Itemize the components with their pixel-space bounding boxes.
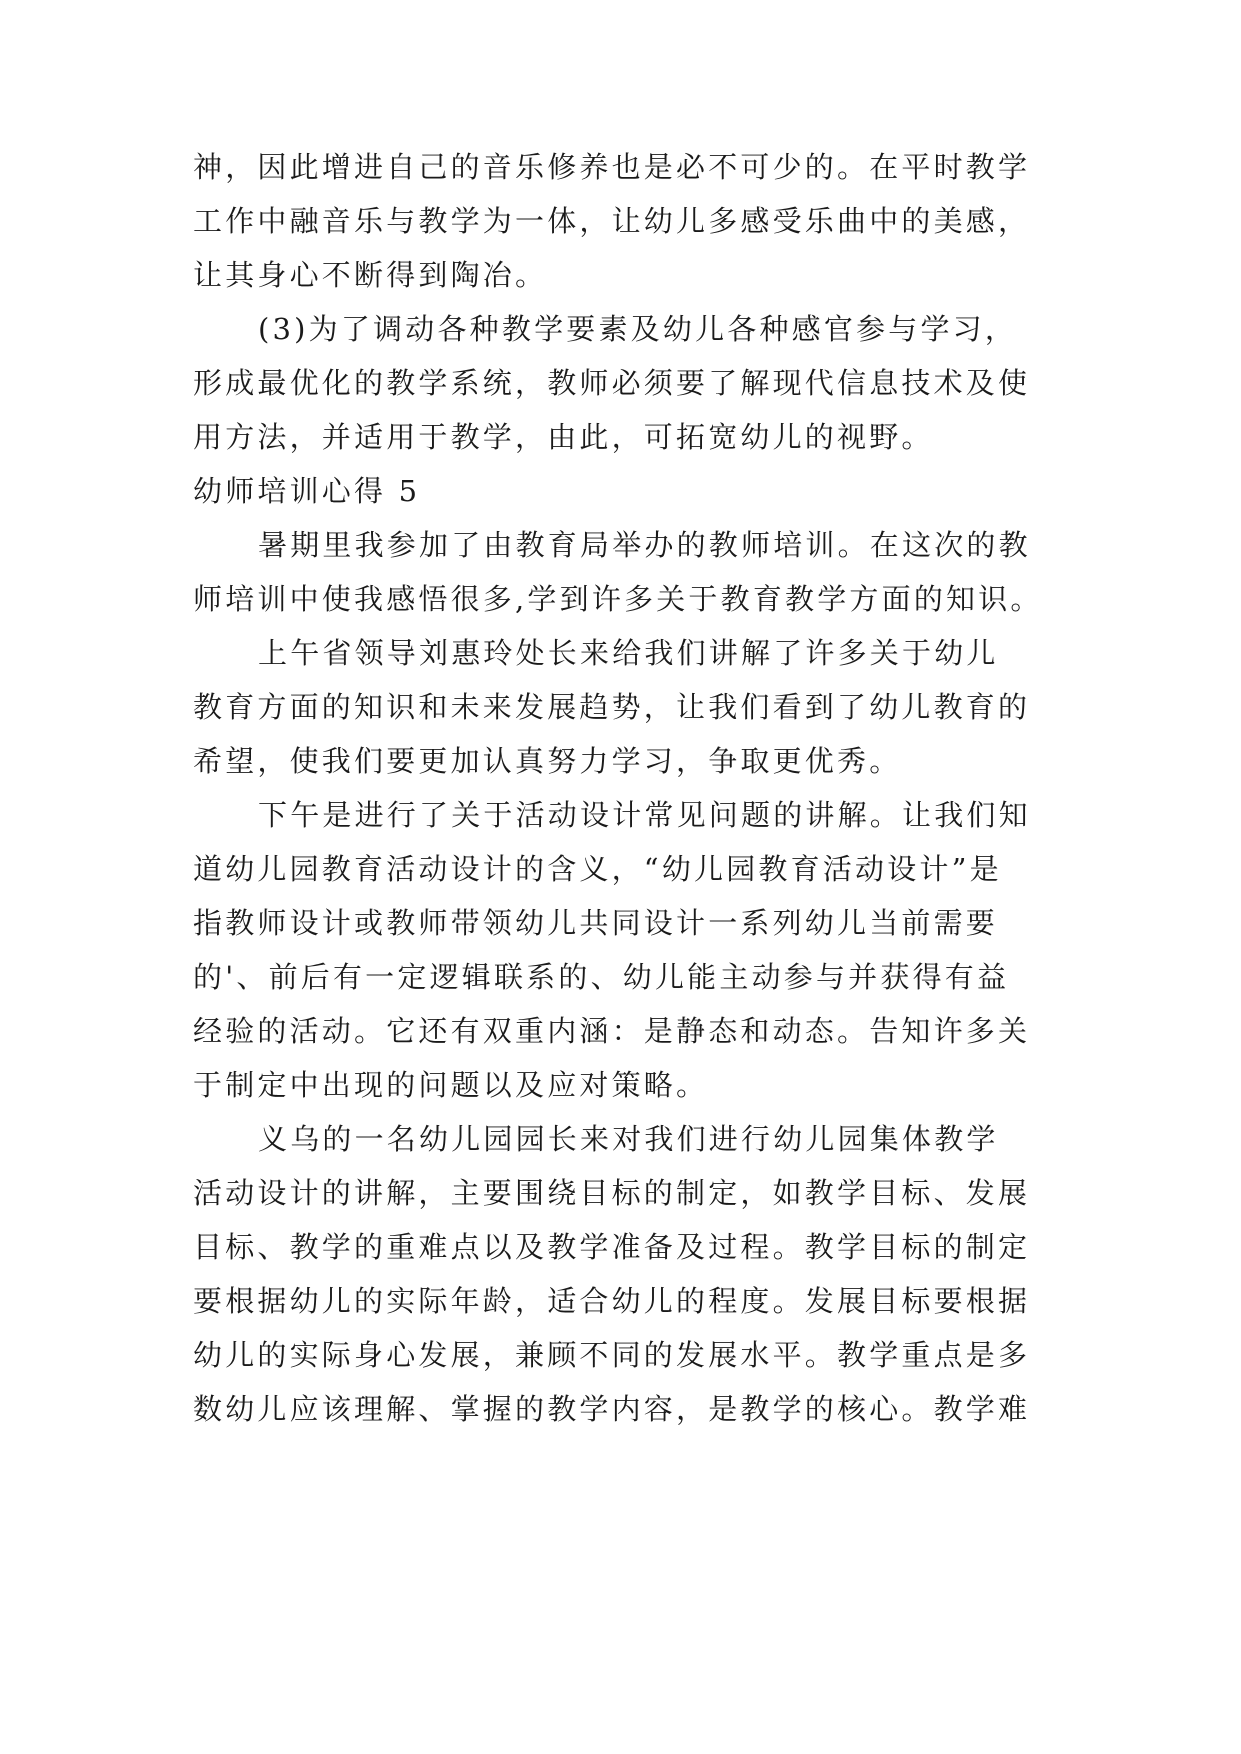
paragraph-line: 经验的活动。它还有双重内涵：是静态和动态。告知许多关: [193, 1014, 1031, 1048]
paragraph-line: 幼儿的实际身心发展，兼顾不同的发展水平。教学重点是多: [193, 1338, 1031, 1372]
paragraph-line: 让其身心不断得到陶冶。: [193, 258, 548, 292]
paragraph-line: 活动设计的讲解，主要围绕目标的制定，如教学目标、发展: [193, 1176, 1031, 1210]
paragraph-line: 要根据幼儿的实际年龄，适合幼儿的程度。发展目标要根据: [193, 1284, 1031, 1318]
paragraph-line: 师培训中使我感悟很多,学到许多关于教育教学方面的知识。: [193, 582, 1043, 616]
paragraph-line: 希望，使我们要更加认真努力学习，争取更优秀。: [193, 744, 902, 778]
paragraph-line: 工作中融音乐与教学为一体，让幼儿多感受乐曲中的美感，: [193, 204, 1031, 238]
paragraph-line: 道幼儿园教育活动设计的含义，“幼儿园教育活动设计”是: [193, 852, 1002, 886]
paragraph-line: 于制定中出现的问题以及应对策略。: [193, 1068, 709, 1102]
paragraph-line: 目标、教学的重难点以及教学准备及过程。教学目标的制定: [193, 1230, 1031, 1264]
paragraph-line: 下午是进行了关于活动设计常见问题的讲解。让我们知: [258, 798, 1031, 832]
paragraph-line: 用方法，并适用于教学，由此，可拓宽幼儿的视野。: [193, 420, 934, 454]
paragraph-line: (3)为了调动各种教学要素及幼儿各种感官参与学习，: [258, 312, 1018, 346]
paragraph-line: 数幼儿应该理解、掌握的教学内容，是教学的核心。教学难: [193, 1392, 1031, 1426]
paragraph-line: 的'、前后有一定逻辑联系的、幼儿能主动参与并获得有益: [193, 960, 1010, 994]
paragraph-line: 上午省领导刘惠玲处长来给我们讲解了许多关于幼儿: [258, 636, 999, 670]
section-heading: 幼师培训心得 5: [193, 474, 421, 508]
paragraph-line: 暑期里我参加了由教育局举办的教师培训。在这次的教: [258, 528, 1031, 562]
paragraph-line: 神，因此增进自己的音乐修养也是必不可少的。在平时教学: [193, 150, 1031, 184]
paragraph-line: 义乌的一名幼儿园园长来对我们进行幼儿园集体教学: [258, 1122, 999, 1156]
paragraph-line: 教育方面的知识和未来发展趋势，让我们看到了幼儿教育的: [193, 690, 1031, 724]
paragraph-line: 指教师设计或教师带领幼儿共同设计一系列幼儿当前需要: [193, 906, 999, 940]
paragraph-line: 形成最优化的教学系统，教师必须要了解现代信息技术及使: [193, 366, 1031, 400]
